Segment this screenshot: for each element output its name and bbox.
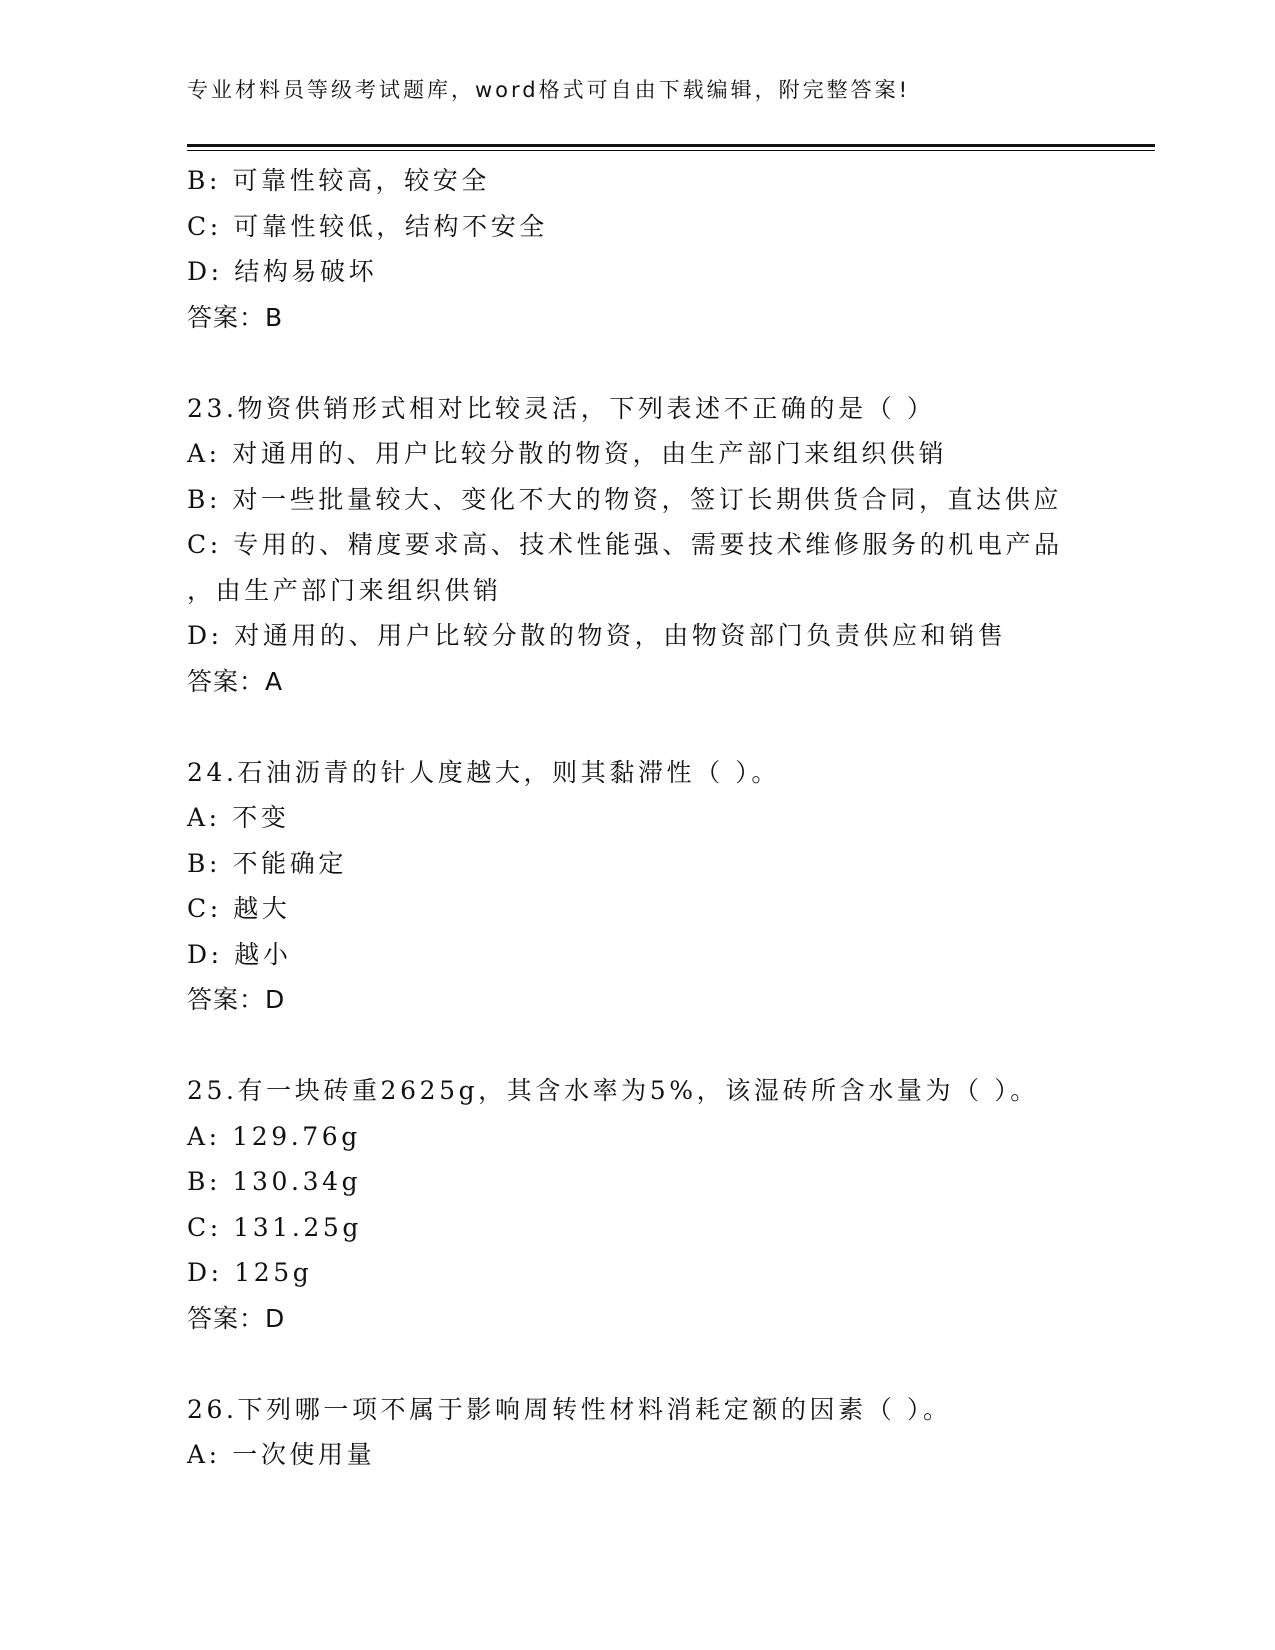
q25-option-d: D: 125g <box>187 1258 313 1287</box>
q23-option-a: A: 对通用的、用户比较分散的物资，由生产部门来组织供销 <box>187 439 948 468</box>
q26-question: 26.下列哪一项不属于影响周转性材料消耗定额的因素（ ）。 <box>187 1394 952 1424</box>
question-26 <box>187 1387 1147 1478</box>
question-22 <box>187 158 1147 340</box>
q24-question: 24.石油沥青的针人度越大，则其黏滞性（ ）。 <box>187 757 781 787</box>
q22-option-d: D: 结构易破坏 <box>187 257 378 286</box>
q25-question: 25.有一块砖重2625g，其含水率为5%，该湿砖所含水量为（ ）。 <box>187 1076 1039 1105</box>
question-23 <box>187 386 1147 705</box>
spacer <box>187 1023 1147 1069</box>
q24-option-c: C: 越大 <box>187 894 291 923</box>
spacer <box>187 704 1147 750</box>
q23-question: 23.物资供销形式相对比较灵活，下列表述不正确的是（ ） <box>187 393 936 423</box>
q24-option-d: D: 越小 <box>187 939 292 969</box>
q25-answer: 答案：D <box>187 1303 286 1333</box>
q22-answer: 答案：B <box>187 302 284 332</box>
spacer <box>187 340 1147 386</box>
q25-option-c: C: 131.25g <box>187 1212 362 1242</box>
header-note: 专业材料员等级考试题库，word格式可自由下载编辑，附完整答案! <box>187 78 911 102</box>
q24-option-a: A: 不变 <box>187 803 290 832</box>
q23-option-c-continued: ，由生产部门来组织供销 <box>187 575 502 605</box>
header-rule-thick <box>187 144 1155 147</box>
q22-option-c: C: 可靠性较低，结构不安全 <box>187 211 548 241</box>
q22-option-b: B: 可靠性较高，较安全 <box>187 166 490 195</box>
question-25 <box>187 1068 1147 1341</box>
q23-answer: 答案：A <box>187 666 284 696</box>
question-content <box>187 158 1147 1478</box>
q23-option-d: D: 对通用的、用户比较分散的物资，由物资部门负责供应和销售 <box>187 621 1007 650</box>
q26-option-a: A: 一次使用量 <box>187 1440 376 1469</box>
q24-option-b: B: 不能确定 <box>187 848 347 878</box>
question-24 <box>187 750 1147 1023</box>
spacer <box>187 1341 1147 1387</box>
q25-option-b: B: 130.34g <box>187 1167 362 1196</box>
q25-option-a: A: 129.76g <box>187 1121 361 1151</box>
q23-option-c: C: 专用的、精度要求高、技术性能强、需要技术维修服务的机电产品 <box>187 530 1063 559</box>
q23-option-b: B: 对一些批量较大、变化不大的物资，签订长期供货合同，直达供应 <box>187 484 1062 514</box>
q24-answer: 答案：D <box>187 985 286 1014</box>
header-rule-thin <box>187 150 1155 151</box>
